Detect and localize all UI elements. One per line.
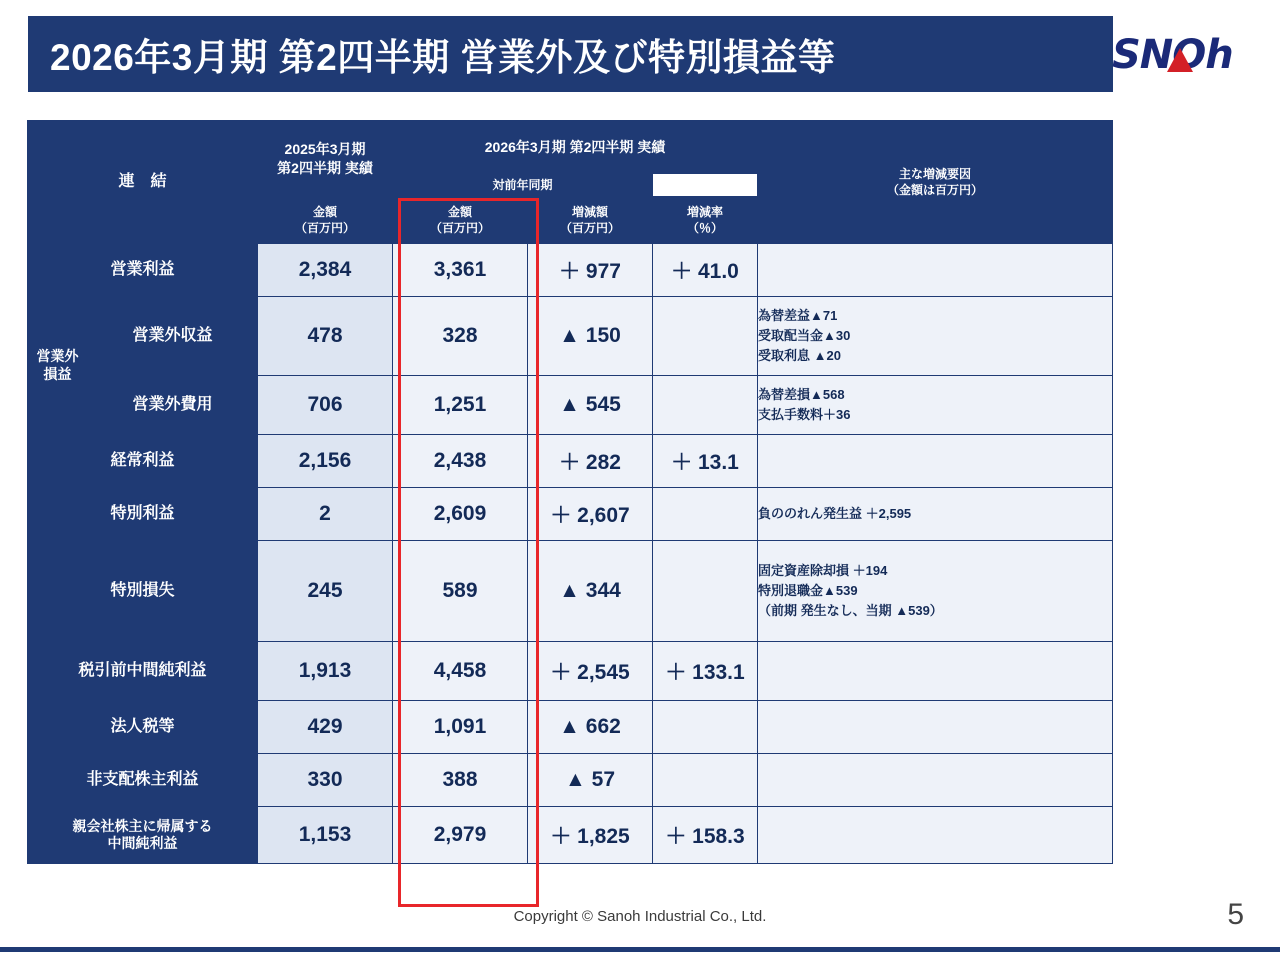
table-row bbox=[28, 244, 1113, 297]
header-diff-amount-line1: 増減額 bbox=[572, 204, 609, 219]
row-label-income-taxes: 法人税等 bbox=[28, 701, 258, 754]
cell-diff-rate bbox=[653, 297, 758, 376]
header-corner-label: 連 結 bbox=[28, 121, 258, 244]
cell-factor-note bbox=[758, 642, 1113, 701]
cell-diff-amount: ＋ 2,607 bbox=[528, 488, 653, 541]
cell-current-amount: 2,438 bbox=[393, 435, 528, 488]
cell-prev-amount: 478 bbox=[258, 297, 393, 376]
row-label-line1: 親会社株主に帰属する bbox=[72, 817, 213, 834]
note-line: 為替差損▲568 bbox=[758, 386, 845, 402]
footer-bar bbox=[0, 947, 1280, 952]
cell-diff-amount: ＋ 282 bbox=[528, 435, 653, 488]
cell-diff-amount: ▲ 57 bbox=[528, 754, 653, 807]
header-diff-rate-line2: （％） bbox=[687, 221, 724, 235]
cell-prev-amount: 2,156 bbox=[258, 435, 393, 488]
row-label-profit-attributable-to-owners bbox=[28, 807, 258, 864]
cell-prev-amount: 2 bbox=[258, 488, 393, 541]
cell-prev-amount: 2,384 bbox=[258, 244, 393, 297]
table-row bbox=[28, 297, 1113, 376]
header-current-amount-line2: （百万円） bbox=[430, 221, 491, 235]
cell-diff-amount: ＋ 2,545 bbox=[528, 642, 653, 701]
row-label-income-before-taxes: 税引前中間純利益 bbox=[28, 642, 258, 701]
header-prev-amount bbox=[258, 197, 393, 244]
header-main-factors-line1: 主な増減要因 bbox=[899, 166, 972, 181]
slide-header bbox=[28, 16, 1113, 92]
cell-current-amount: 589 bbox=[393, 541, 528, 642]
copyright-text: Copyright © Sanoh Industrial Co., Ltd. bbox=[513, 908, 767, 925]
cell-factor-note bbox=[758, 435, 1113, 488]
table-row bbox=[28, 754, 1113, 807]
cell-diff-rate bbox=[653, 488, 758, 541]
table-row bbox=[28, 701, 1113, 754]
header-prev-period-line1: 2025年3月期 bbox=[284, 141, 366, 158]
cell-diff-rate: ＋ 13.1 bbox=[653, 435, 758, 488]
cell-current-amount: 4,458 bbox=[393, 642, 528, 701]
table-row bbox=[28, 376, 1113, 435]
cell-factor-note bbox=[758, 376, 1113, 435]
note-line: 受取利息 ▲20 bbox=[758, 348, 841, 364]
cell-diff-rate: ＋ 158.3 bbox=[653, 807, 758, 864]
table-row bbox=[28, 642, 1113, 701]
table-row bbox=[28, 807, 1113, 864]
header-diff-rate bbox=[653, 197, 758, 244]
cell-current-amount: 328 bbox=[393, 297, 528, 376]
cell-diff-rate: ＋ 41.0 bbox=[653, 244, 758, 297]
header-prev-amount-line2: （百万円） bbox=[295, 221, 356, 235]
header-main-factors bbox=[758, 121, 1113, 244]
cell-diff-rate bbox=[653, 541, 758, 642]
cell-diff-amount: ▲ 344 bbox=[528, 541, 653, 642]
header-prev-period bbox=[258, 121, 393, 197]
cell-factor-note bbox=[758, 754, 1113, 807]
note-line: 支払手数料＋36 bbox=[758, 407, 851, 422]
note-line: （前期 発生なし、当期 ▲539） bbox=[758, 603, 943, 619]
row-group-label-line1: 営業外 bbox=[36, 348, 79, 364]
header-yoy: 対前年同期 bbox=[393, 174, 653, 197]
row-label-operating-income: 営業利益 bbox=[28, 244, 258, 297]
cell-prev-amount: 330 bbox=[258, 754, 393, 807]
page-title: 2026年3月期 第2四半期 営業外及び特別損益等 bbox=[50, 37, 836, 78]
cell-factor-note bbox=[758, 701, 1113, 754]
cell-diff-rate: ＋ 133.1 bbox=[653, 642, 758, 701]
header-diff-amount-line2: （百万円） bbox=[560, 221, 621, 235]
row-label-non-operating-income: 営業外収益 bbox=[88, 297, 258, 376]
cell-current-amount: 388 bbox=[393, 754, 528, 807]
row-group-label-line2: 損益 bbox=[43, 365, 72, 382]
cell-diff-rate bbox=[653, 376, 758, 435]
row-label-non-controlling-interests: 非支配株主利益 bbox=[28, 754, 258, 807]
header-diff-amount bbox=[528, 197, 653, 244]
cell-diff-amount: ▲ 545 bbox=[528, 376, 653, 435]
cell-current-amount: 1,251 bbox=[393, 376, 528, 435]
header-diff-rate-line1: 増減率 bbox=[687, 204, 724, 219]
table-header-row-1 bbox=[28, 121, 1113, 174]
cell-current-amount: 3,361 bbox=[393, 244, 528, 297]
cell-prev-amount: 1,153 bbox=[258, 807, 393, 864]
logo-wordmark: SNOh bbox=[1112, 32, 1233, 78]
note-line: 固定資産除却損 ＋194 bbox=[758, 562, 888, 578]
note-line: 為替差益▲71 bbox=[758, 307, 838, 323]
note-line: 受取配当金▲30 bbox=[758, 327, 851, 343]
cell-prev-amount: 706 bbox=[258, 376, 393, 435]
row-label-non-operating-expenses: 営業外費用 bbox=[88, 376, 258, 435]
row-label-extraordinary-income: 特別利益 bbox=[28, 488, 258, 541]
cell-factor-note bbox=[758, 488, 1113, 541]
cell-diff-amount: ▲ 662 bbox=[528, 701, 653, 754]
header-current-amount-line1: 金額 bbox=[448, 204, 473, 219]
row-label-ordinary-income: 経常利益 bbox=[28, 435, 258, 488]
financial-table bbox=[27, 120, 1112, 864]
sanoh-logo bbox=[1112, 26, 1262, 84]
note-line: 負ののれん発生益 ＋2,595 bbox=[758, 505, 912, 521]
page-number: 5 bbox=[1227, 898, 1244, 931]
table-row bbox=[28, 435, 1113, 488]
row-label-extraordinary-loss: 特別損失 bbox=[28, 541, 258, 642]
cell-factor-note bbox=[758, 244, 1113, 297]
logo-triangle-icon bbox=[1167, 48, 1193, 72]
row-label-line2: 中間純利益 bbox=[107, 835, 178, 851]
cell-diff-rate bbox=[653, 701, 758, 754]
header-current-period: 2026年3月期 第2四半期 実績 bbox=[393, 121, 758, 174]
cell-prev-amount: 245 bbox=[258, 541, 393, 642]
cell-prev-amount: 429 bbox=[258, 701, 393, 754]
cell-prev-amount: 1,913 bbox=[258, 642, 393, 701]
row-group-label-non-operating bbox=[28, 297, 88, 435]
cell-factor-note bbox=[758, 807, 1113, 864]
table-row bbox=[28, 541, 1113, 642]
header-prev-amount-line1: 金額 bbox=[313, 204, 338, 219]
header-main-factors-line2: （金額は百万円） bbox=[887, 183, 984, 197]
cell-diff-amount: ＋ 977 bbox=[528, 244, 653, 297]
header-current-amount bbox=[393, 197, 528, 244]
note-line: 特別退職金▲539 bbox=[758, 582, 858, 598]
cell-current-amount: 1,091 bbox=[393, 701, 528, 754]
cell-current-amount: 2,979 bbox=[393, 807, 528, 864]
cell-diff-amount: ＋ 1,825 bbox=[528, 807, 653, 864]
cell-factor-note bbox=[758, 297, 1113, 376]
cell-diff-amount: ▲ 150 bbox=[528, 297, 653, 376]
table-row bbox=[28, 488, 1113, 541]
cell-diff-rate bbox=[653, 754, 758, 807]
cell-current-amount: 2,609 bbox=[393, 488, 528, 541]
cell-factor-note bbox=[758, 541, 1113, 642]
header-prev-period-line2: 第2四半期 実績 bbox=[277, 159, 373, 176]
